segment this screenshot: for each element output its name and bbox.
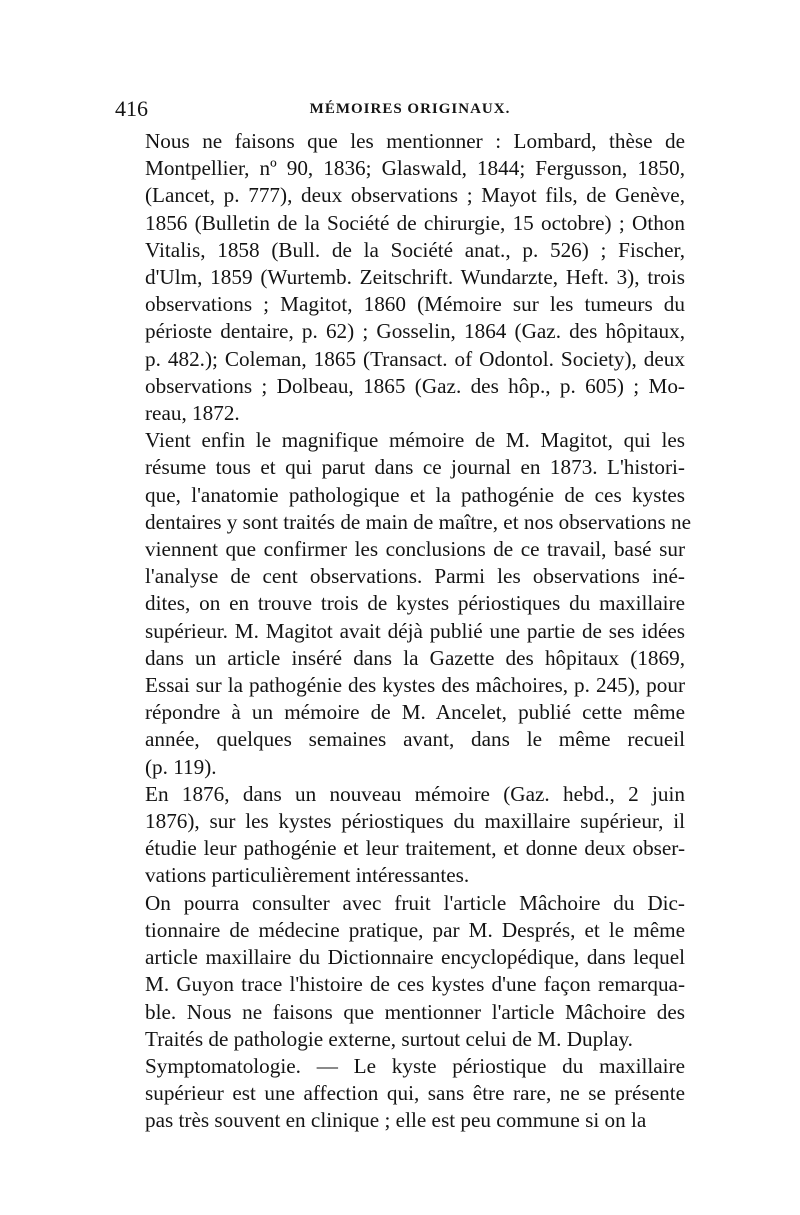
text-line: Vient enfin le magnifique mémoire de M. Magitot, qui les <box>145 428 685 453</box>
text-line: p. 482.); Coleman, 1865 (Transact. of Odontol. Society), deux <box>145 346 685 371</box>
text-line: Vitalis, 1858 (Bull. de la Société anat., p. 526) ; Fischer, <box>145 237 685 262</box>
text-line: supérieur est une affection qui, sans être rare, ne se présente <box>145 1081 685 1106</box>
paragraph <box>115 427 692 781</box>
text-line: M. Guyon trace l'histoire de ces kystes d'une façon remarqua- <box>145 972 685 997</box>
paragraph <box>115 128 685 427</box>
text-line: supérieur. M. Magitot avait déjà publié une partie de ses idées <box>145 618 685 643</box>
text-line: l'analyse de cent observations. Parmi les observations iné- <box>145 564 685 589</box>
text-line: article maxillaire du Dictionnaire encyclopédique, dans lequel <box>145 945 685 970</box>
text-line: (p. 119). <box>145 754 217 779</box>
text-line: périoste dentaire, p. 62) ; Gosselin, 1864 (Gaz. des hôpitaux, <box>145 319 685 344</box>
text-line: Traités de pathologie externe, surtout celui de M. Duplay. <box>145 1026 633 1051</box>
text-line: répondre à un mémoire de M. Ancelet, publié cette même <box>145 700 685 725</box>
text-line: observations ; Magitot, 1860 (Mémoire sur les tumeurs du <box>145 292 685 317</box>
text-line: Montpellier, nº 90, 1836; Glaswald, 1844; Fergusson, 1850, <box>145 156 685 181</box>
text-line: vations particulièrement intéressantes. <box>145 863 470 888</box>
text-line: viennent que confirmer les conclusions de ce travail, basé sur <box>145 537 685 562</box>
text-line: Essai sur la pathogénie des kystes des mâchoires, p. 245), pour <box>145 673 685 698</box>
text-line: On pourra consulter avec fruit l'article Mâchoire du Dic- <box>145 890 685 915</box>
text-line: résume tous et qui parut dans ce journal en 1873. L'histori- <box>145 455 685 480</box>
text-line: dentaires y sont traités de main de maître, et nos observations ne <box>145 509 692 534</box>
text-line: Nous ne faisons que les mentionner : Lombard, thèse de <box>145 129 685 153</box>
text-line: d'Ulm, 1859 (Wurtemb. Zeitschrift. Wundarzte, Heft. 3), trois <box>145 265 685 290</box>
text-line: que, l'anatomie pathologique et la pathogénie de ces kystes <box>145 482 685 507</box>
text-line: étudie leur pathogénie et leur traitement, et donne deux obser- <box>145 836 685 861</box>
paragraph <box>115 781 685 890</box>
text-line: 1856 (Bulletin de la Société de chirurgie, 15 octobre) ; Othon <box>145 210 685 235</box>
text-line: dites, on en trouve trois de kystes périostiques du maxillaire <box>145 591 685 616</box>
paragraph <box>115 1053 685 1135</box>
text-line: (Lancet, p. 777), deux observations ; Mayot fils, de Genève, <box>145 183 685 208</box>
text-line: année, quelques semaines avant, dans le même recueil <box>145 727 685 752</box>
text-line: pas très souvent en clinique ; elle est peu commune si on la <box>145 1108 647 1133</box>
text-line: Symptomatologie. — Le kyste périostique du maxillaire <box>145 1053 685 1078</box>
body-text <box>115 128 692 1135</box>
text-line: observations ; Dolbeau, 1865 (Gaz. des hôp., p. 605) ; Mo- <box>145 373 685 398</box>
page-number: 416 <box>115 96 148 121</box>
text-line: dans un article inséré dans la Gazette des hôpitaux (1869, <box>145 645 685 670</box>
page-header <box>115 96 685 122</box>
running-title: MÉMOIRES ORIGINAUX. <box>309 101 511 117</box>
text-line: reau, 1872. <box>145 401 240 426</box>
paragraph <box>115 890 685 1053</box>
text-line: ble. Nous ne faisons que mentionner l'article Mâchoire des <box>145 999 685 1024</box>
text-line: En 1876, dans un nouveau mémoire (Gaz. hebd., 2 juin <box>145 781 685 806</box>
text-line: tionnaire de médecine pratique, par M. Després, et le même <box>145 917 685 942</box>
text-line: 1876), sur les kystes périostiques du maxillaire supérieur, il <box>145 809 685 834</box>
